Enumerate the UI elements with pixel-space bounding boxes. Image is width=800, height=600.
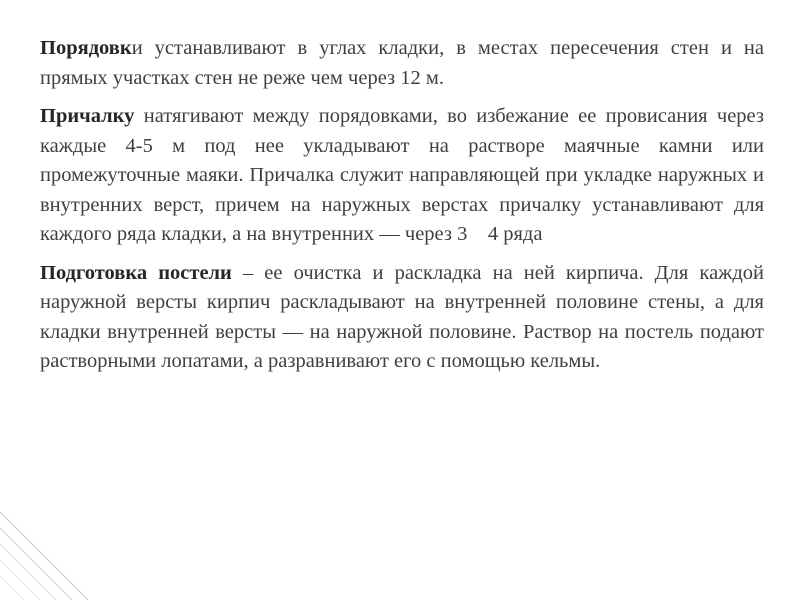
paragraph-poryadovki xyxy=(40,34,764,93)
paragraph-text: и устанавливают в углах кладки, в местах пересечения стен и на прямых участках стен не реже чем через 12 м. xyxy=(40,37,764,89)
text-body xyxy=(40,34,770,386)
corner-decoration xyxy=(0,500,90,600)
paragraph-text: – ее очистка и раскладка на ней кирпича. Для каждой наружной версты кирпич раскладывают на внутренней половине стены, а для кладки внутренней версты — на наружной половине. Раствор на постель подают растворными лопатами, а разравнивают его с помощью кельмы. xyxy=(40,261,764,372)
term-prichalka: Причалку xyxy=(40,105,135,127)
paragraph-prichalka xyxy=(40,102,770,250)
term-postel: Подготовка постели xyxy=(40,261,232,284)
paragraph-text: натягивают между порядовками, во избежание ее провисания через каждые 4-5 м под нее укладывают на растворе маячные камни или промежуточные маяки. Причалка служит направляющей при укладке наружных и внутренних верст, причем на наружных верстах причалку устанавливают для каждого ряда кладки, а на внутренних — через 3 4 ряда xyxy=(40,105,770,245)
paragraph-postel xyxy=(40,259,764,377)
term-poryadovki: Порядовк xyxy=(40,37,132,59)
